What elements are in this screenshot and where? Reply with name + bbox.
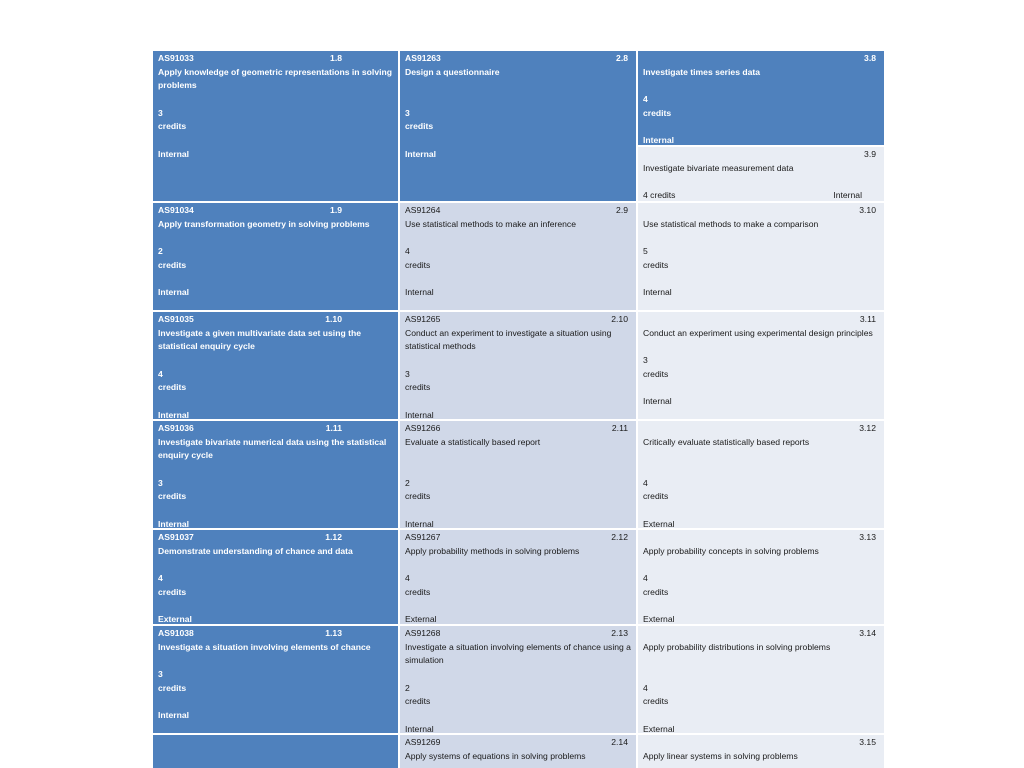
standard-cell-3-10 xyxy=(638,203,884,310)
credits-label: credits xyxy=(158,491,187,502)
standard-title: Apply transformation geometry in solving problems xyxy=(158,218,370,229)
credits-number: 2 xyxy=(405,477,410,488)
standard-level: 2.12 xyxy=(611,532,628,542)
credits-label: credits xyxy=(158,121,187,132)
standard-level: 1.9 xyxy=(330,205,342,215)
standard-level: 1.11 xyxy=(325,423,342,433)
assessment-type: Internal xyxy=(405,723,434,733)
standard-title: Investigate a situation involving elements of chance using a simulation xyxy=(405,641,631,666)
assessment-type: External xyxy=(158,614,192,624)
standard-title: Apply linear systems in solving problems xyxy=(643,750,798,761)
credits-line: 4 credits xyxy=(643,190,676,201)
standard-level: 3.15 xyxy=(859,737,876,747)
standard-level: 2.10 xyxy=(611,314,628,324)
credits-number: 3 xyxy=(158,477,163,488)
credits-number: 4 xyxy=(643,94,648,105)
standard-title: Critically evaluate statistically based reports xyxy=(643,436,810,447)
standard-title: Demonstrate understanding of chance and data xyxy=(158,545,353,556)
standard-title: Design a questionnaire xyxy=(405,66,500,77)
credits-label: credits xyxy=(643,491,669,502)
standard-code: AS91037 xyxy=(158,532,194,542)
assessment-type: Internal xyxy=(643,396,672,407)
standard-title: Evaluate a statistically based report xyxy=(405,436,541,447)
credits-number: 4 xyxy=(643,573,648,584)
assessment-type: Internal xyxy=(405,518,434,528)
standard-level: 3.14 xyxy=(859,628,876,638)
assessment-type: Internal xyxy=(158,287,190,298)
credits-label: credits xyxy=(158,382,187,393)
credits-label: credits xyxy=(643,107,672,118)
standard-title: Apply knowledge of geometric representations in solving problems xyxy=(158,66,392,91)
standard-cell-2-12 xyxy=(400,530,636,624)
credits-label: credits xyxy=(158,259,187,270)
standard-cell-1-9 xyxy=(153,203,398,310)
standard-cell-3-9 xyxy=(638,147,884,201)
standard-level: 3.13 xyxy=(859,532,876,542)
standard-title: Conduct an experiment using experimental design principles xyxy=(643,327,873,338)
standard-code: AS91263 xyxy=(405,53,441,63)
credits-number: 3 xyxy=(158,669,163,680)
standard-level: 2.9 xyxy=(616,205,628,215)
standard-level: 2.8 xyxy=(616,53,628,63)
standard-code: AS91267 xyxy=(405,532,441,542)
standards-table xyxy=(153,51,884,768)
standard-cell-3-15 xyxy=(638,735,884,768)
credits-number: 2 xyxy=(158,246,163,257)
standard-title: Investigate a given multivariate data set using the statistical enquiry cycle xyxy=(158,327,361,352)
standard-level: 2.11 xyxy=(611,423,628,433)
standard-title: Apply probability concepts in solving problems xyxy=(643,545,819,556)
assessment-type: External xyxy=(643,518,675,528)
standard-level: 3.11 xyxy=(859,314,876,324)
standard-level: 1.12 xyxy=(325,532,342,542)
standard-cell-3-13 xyxy=(638,530,884,624)
standard-level: 3.8 xyxy=(864,53,876,63)
standard-cell-2-14 xyxy=(400,735,636,768)
credits-number: 5 xyxy=(643,246,648,257)
standard-level: 3.10 xyxy=(859,205,876,215)
assessment-type: External xyxy=(643,614,675,624)
assessment-type: Internal xyxy=(158,409,190,419)
assessment-type: Internal xyxy=(158,148,190,159)
standard-cell-3-14 xyxy=(638,626,884,733)
standard-code: AS91265 xyxy=(405,314,441,324)
credits-label: credits xyxy=(405,491,431,502)
assessment-type: External xyxy=(643,723,675,733)
standard-cell-1-10 xyxy=(153,312,398,419)
standard-cell-3-12 xyxy=(638,421,884,528)
credits-number: 3 xyxy=(643,355,648,366)
standard-level: 1.8 xyxy=(330,53,342,63)
standard-cell-1-13 xyxy=(153,626,398,733)
standard-code: AS91033 xyxy=(158,53,194,63)
standard-title: Investigate bivariate numerical data using the statistical enquiry cycle xyxy=(158,436,387,461)
assessment-type: Internal xyxy=(405,287,434,298)
assessment-type: Internal xyxy=(643,287,672,298)
standard-code: AS91268 xyxy=(405,628,441,638)
standard-cell-2-11 xyxy=(400,421,636,528)
standard-title: Apply probability distributions in solving problems xyxy=(643,641,831,652)
standard-level: 2.14 xyxy=(611,737,628,747)
standard-code: AS91264 xyxy=(405,205,441,215)
standard-code: AS91266 xyxy=(405,423,441,433)
standard-code: AS91034 xyxy=(158,205,194,215)
standard-title: Investigate times series data xyxy=(643,66,761,77)
standard-cell-3-8 xyxy=(638,51,884,145)
standard-code: AS91035 xyxy=(158,314,194,324)
standard-title: Investigate bivariate measurement data xyxy=(643,162,794,173)
credits-label: credits xyxy=(643,696,669,707)
standard-title: Apply systems of equations in solving problems xyxy=(405,750,586,761)
credits-label: credits xyxy=(643,259,669,270)
standard-level: 1.13 xyxy=(325,628,342,638)
assessment-type: Internal xyxy=(158,710,190,721)
standard-cell-1-8 xyxy=(153,51,398,201)
credits-label: credits xyxy=(405,696,431,707)
standard-cell-2-13 xyxy=(400,626,636,733)
standard-code: AS91036 xyxy=(158,423,194,433)
credits-label: credits xyxy=(405,259,431,270)
assessment-type: Internal xyxy=(643,135,675,145)
credits-number: 4 xyxy=(158,573,163,584)
credits-label: credits xyxy=(158,682,187,693)
assessment-type: Internal xyxy=(833,190,862,201)
standard-cell-1-11 xyxy=(153,421,398,528)
credits-number: 3 xyxy=(158,107,163,118)
assessment-type: Internal xyxy=(158,518,190,528)
standard-cell-1-12 xyxy=(153,530,398,624)
standard-title: Use statistical methods to make a comparison xyxy=(643,218,819,229)
credits-label: credits xyxy=(643,368,669,379)
standard-title: Investigate a situation involving elements of chance xyxy=(158,641,371,652)
credits-number: 4 xyxy=(643,477,648,488)
credits-label: credits xyxy=(643,586,669,597)
standard-cell-2-8 xyxy=(400,51,636,201)
standard-level: 3.9 xyxy=(864,149,876,159)
standard-level: 1.10 xyxy=(325,314,342,324)
standard-title: Use statistical methods to make an inference xyxy=(405,218,577,229)
standard-cell-2-9 xyxy=(400,203,636,310)
standard-code: AS91038 xyxy=(158,628,194,638)
credits-number: 4 xyxy=(643,682,648,693)
credits-number: 3 xyxy=(405,368,410,379)
assessment-type: Internal xyxy=(405,148,437,159)
standard-title: Apply probability methods in solving problems xyxy=(405,545,580,556)
credits-label: credits xyxy=(405,121,434,132)
standard-cell-3-11 xyxy=(638,312,884,419)
standard-level: 3.12 xyxy=(859,423,876,433)
credits-label: credits xyxy=(405,382,431,393)
credits-number: 4 xyxy=(158,368,163,379)
standard-code: AS91269 xyxy=(405,737,441,747)
assessment-type: External xyxy=(405,614,437,624)
credits-number: 4 xyxy=(405,573,410,584)
credits-number: 3 xyxy=(405,107,410,118)
credits-number: 4 xyxy=(405,246,410,257)
assessment-type: Internal xyxy=(405,409,434,419)
credits-number: 2 xyxy=(405,682,410,693)
standard-level: 2.13 xyxy=(611,628,628,638)
standard-title: Conduct an experiment to investigate a situation using statistical methods xyxy=(405,327,612,352)
standard-cell-2-10 xyxy=(400,312,636,419)
credits-label: credits xyxy=(158,586,187,597)
credits-label: credits xyxy=(405,586,431,597)
empty-cell xyxy=(153,735,398,768)
